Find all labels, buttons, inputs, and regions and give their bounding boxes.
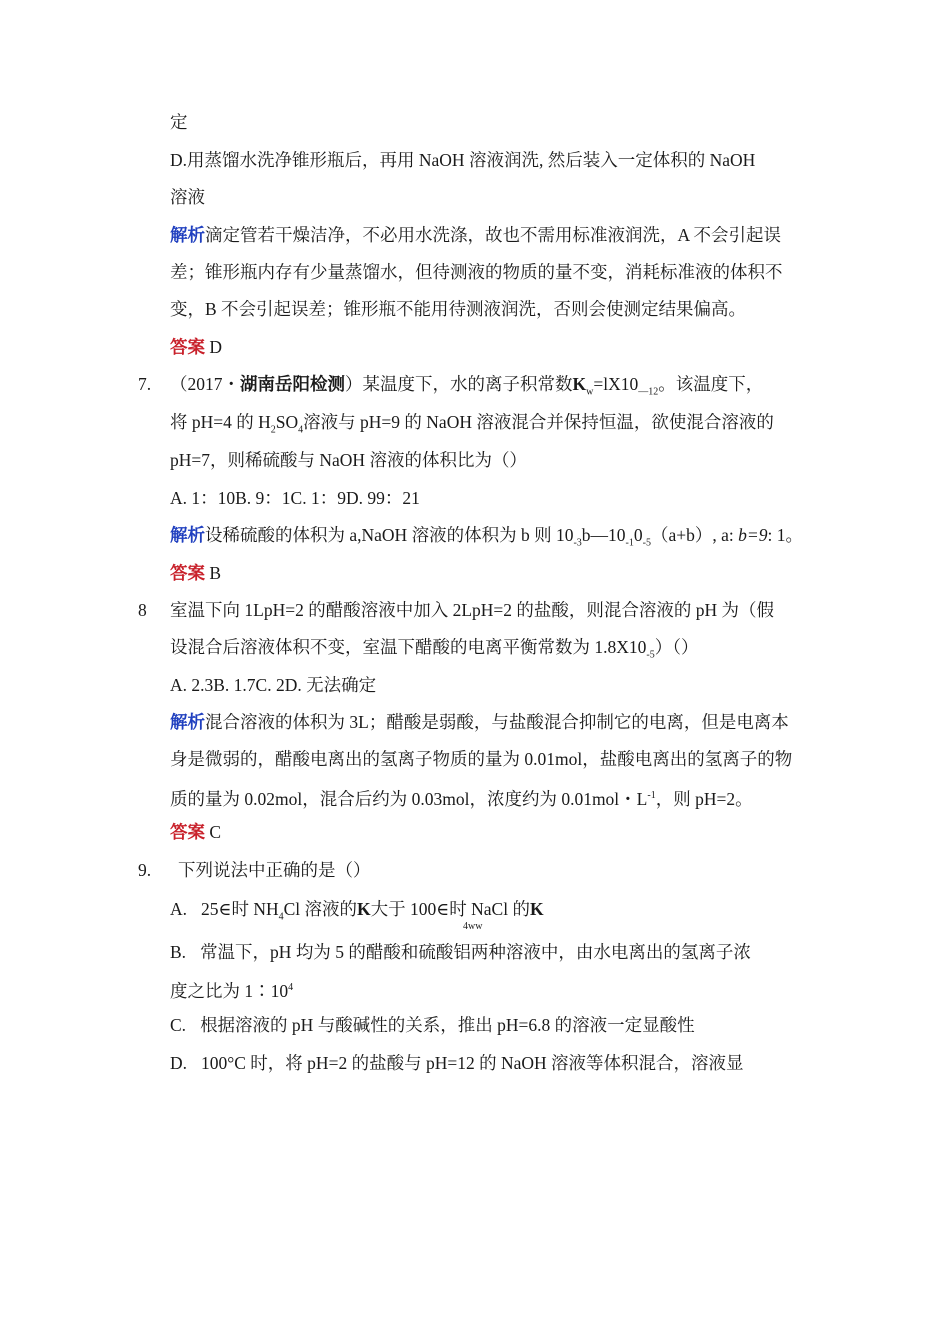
analysis-text: （a+b）, a: bbox=[650, 525, 734, 545]
answer-value: B bbox=[205, 563, 222, 583]
question-8-options: A. 2.3B. 1.7C. 2D. 无法确定 bbox=[170, 675, 377, 695]
option-label: B. bbox=[170, 942, 187, 962]
analysis-tag: 解析 bbox=[170, 712, 205, 732]
option-text: 常温下，pH 均为 5 的醋酸和硫酸铝两种溶液中，由水电离出的氢离子浓 bbox=[200, 942, 751, 962]
analysis-tag: 解析 bbox=[170, 525, 205, 545]
source-open: （2017・ bbox=[170, 374, 240, 394]
analysis-text: 0 bbox=[633, 525, 643, 545]
option-c-line bbox=[170, 1013, 695, 1037]
kw-exponent: —12 bbox=[638, 386, 659, 398]
analysis-text: : 1。 bbox=[767, 525, 803, 545]
kw-value: =lX10 bbox=[593, 374, 639, 394]
option-text: 度之比为 1∶10 bbox=[170, 980, 289, 1001]
stem-text: ）某温度下，水的离子积常数 bbox=[345, 374, 573, 394]
stem-text: 将 pH=4 的 H bbox=[170, 412, 271, 432]
question-9-stem bbox=[138, 858, 371, 882]
subscript: 2 bbox=[270, 424, 276, 436]
text-line: 定 bbox=[170, 112, 188, 132]
stem-text: 室温下向 1LpH=2 的醋酸溶液中加入 2LpH=2 的盐酸，则混合溶液的 pH 为（假 bbox=[170, 600, 775, 620]
analysis-tag: 解析 bbox=[170, 225, 205, 245]
stem-text: 设混合后溶液体积不变，室温下醋酸的电离平衡常数为 1.8X10 bbox=[170, 637, 647, 657]
analysis-line bbox=[170, 223, 781, 247]
option-label: D. bbox=[170, 1053, 188, 1073]
stem-text: ）（） bbox=[654, 637, 699, 657]
kw-symbol: K bbox=[572, 374, 587, 394]
exponent: -3 bbox=[573, 537, 582, 549]
option-text: Cl 溶液的 bbox=[283, 899, 358, 919]
exponent: -5 bbox=[646, 649, 655, 661]
answer-tag: 答案 bbox=[170, 822, 205, 842]
exponent: -1 bbox=[625, 537, 634, 549]
k-symbol: K bbox=[357, 899, 371, 919]
option-text: 大于 100∈时 NaCl 的 bbox=[370, 899, 530, 919]
analysis-line bbox=[170, 784, 753, 811]
stem-text: SO bbox=[275, 412, 299, 432]
analysis-text: 滴定管若干燥洁净，不必用水洗涤，故也不需用标准液润洗，A 不会引起误 bbox=[205, 225, 782, 245]
answer-value: C bbox=[205, 822, 222, 842]
kw-subscript: w bbox=[586, 386, 594, 398]
footnote-mark: 4ww bbox=[463, 921, 483, 932]
option-text: 根据溶液的 pH 与酸碱性的关系，推出 pH=6.8 的溶液一定显酸性 bbox=[200, 1015, 695, 1035]
question-7-stem bbox=[138, 372, 764, 405]
option-b-line bbox=[170, 976, 293, 1003]
analysis-text: 设稀硫酸的体积为 a,NaOH 溶液的体积为 b 则 10 bbox=[205, 525, 574, 545]
question-7-line: pH=7，则稀硫酸与 NaOH 溶液的体积比为（） bbox=[170, 450, 527, 470]
subscript: 4 bbox=[298, 424, 304, 436]
text-line: 溶液 bbox=[170, 187, 205, 207]
stem-text: 下列说法中正确的是（） bbox=[178, 860, 371, 880]
option-b-line bbox=[170, 940, 751, 964]
option-text: 100°C 时，将 pH=2 的盐酸与 pH=12 的 NaOH 溶液等体积混合，溶液显 bbox=[201, 1053, 744, 1073]
superscript: 4 bbox=[288, 982, 294, 993]
analysis-text: ，则 pH=2。 bbox=[655, 788, 753, 809]
analysis-line bbox=[170, 710, 789, 734]
question-8-stem bbox=[138, 598, 775, 622]
question-number: 8 bbox=[138, 600, 147, 620]
analysis-line: 身是微弱的，醋酸电离出的氢离子物质的量为 0.01mol，盐酸电离出的氢离子的物 bbox=[170, 749, 793, 769]
analysis-text: 混合溶液的体积为 3L；醋酸是弱酸，与盐酸混合抑制它的电离，但是电离本 bbox=[205, 712, 789, 732]
source-label: 湖南岳阳检测 bbox=[240, 374, 345, 394]
answer-tag: 答案 bbox=[170, 563, 205, 583]
option-text: 25∈时 NH bbox=[201, 899, 279, 919]
analysis-text: b—10 bbox=[581, 525, 626, 545]
question-8-line bbox=[170, 635, 698, 668]
answer-line bbox=[170, 335, 222, 359]
answer-line bbox=[170, 561, 221, 585]
option-label: A. bbox=[170, 899, 188, 919]
option-label: C. bbox=[170, 1015, 187, 1035]
option-d-line: D.用蒸馏水洗净锥形瓶后，再用 NaOH 溶液润洗, 然后装入一定体积的 NaOH bbox=[170, 150, 756, 170]
analysis-line: 变，B 不会引起误差；锥形瓶不能用待测液润洗，否则会使测定结果偏高。 bbox=[170, 299, 747, 319]
question-7-line bbox=[170, 410, 774, 443]
subscript: 4 bbox=[278, 911, 284, 923]
stem-text: 溶液与 pH=9 的 NaOH 溶液混合并保持恒温，欲使混合溶液的 bbox=[303, 412, 774, 432]
k-symbol: K bbox=[529, 899, 544, 919]
analysis-text: b=9 bbox=[733, 525, 768, 545]
analysis-line: 差；锥形瓶内存有少量蒸馏水，但待测液的物质的量不变，消耗标准液的体积不 bbox=[170, 262, 783, 282]
option-d-line bbox=[170, 1051, 744, 1075]
analysis-line bbox=[170, 523, 803, 556]
question-7-options: A. 1：10B. 9：1C. 1：9D. 99：21 bbox=[170, 488, 420, 508]
stem-text: 。该温度下， bbox=[658, 374, 764, 394]
answer-line bbox=[170, 820, 221, 844]
exponent: -5 bbox=[642, 537, 651, 549]
exponent: -1 bbox=[647, 790, 656, 801]
question-number: 9. bbox=[138, 860, 152, 880]
option-a-line bbox=[170, 897, 544, 930]
answer-tag: 答案 bbox=[170, 337, 205, 357]
question-number: 7. bbox=[138, 374, 152, 394]
answer-value: D bbox=[205, 337, 223, 357]
analysis-text: 质的量为 0.02mol，混合后约为 0.03mol，浓度约为 0.01mol・L bbox=[170, 788, 648, 809]
